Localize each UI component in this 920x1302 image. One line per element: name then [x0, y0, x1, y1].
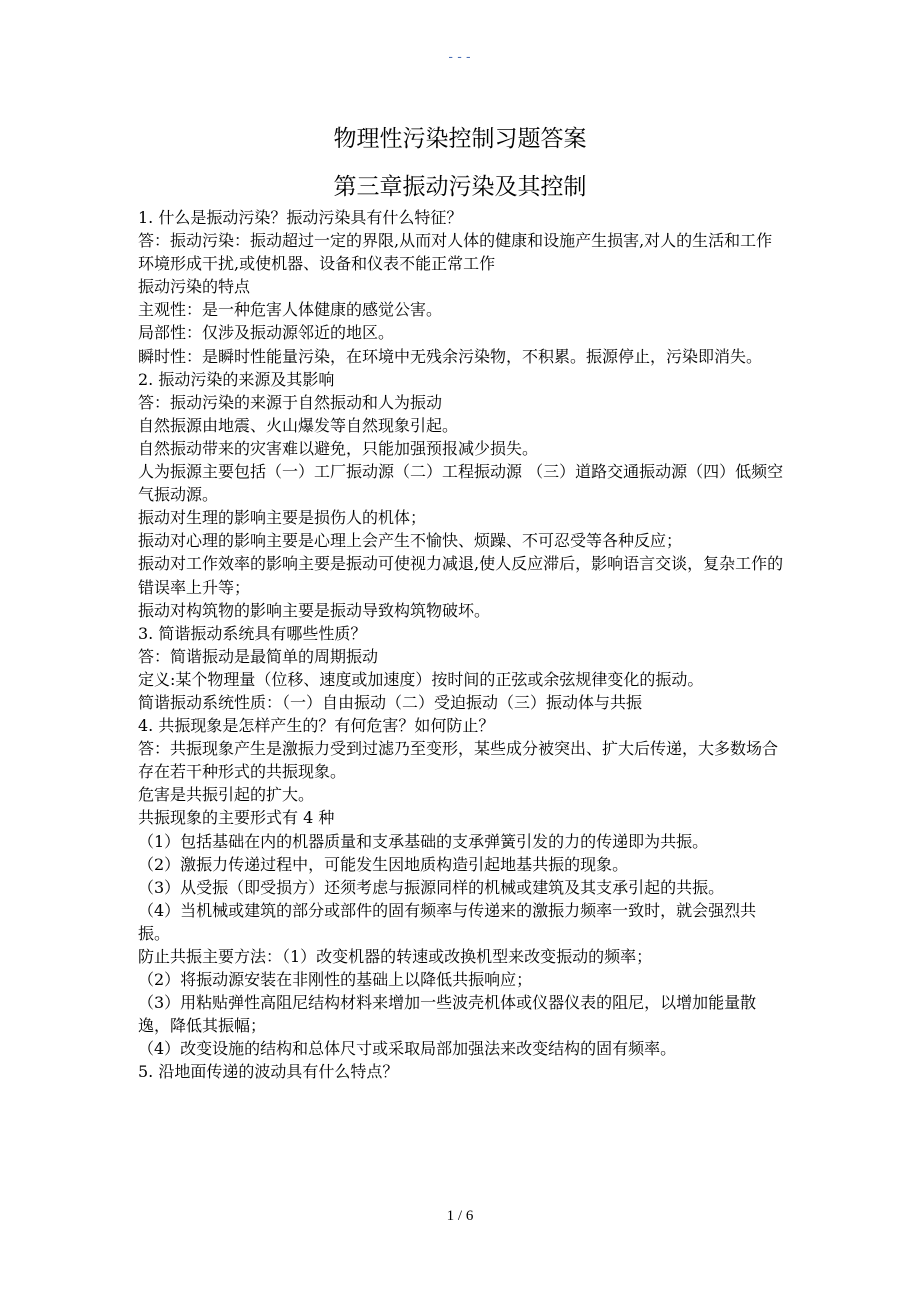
paragraph: 振动污染的特点: [138, 277, 251, 297]
paragraph: （4）改变设施的结构和总体尺寸或采取局部加强法来改变结构的固有频率。: [138, 1039, 677, 1059]
paragraph: 防止共振主要方法：（1）改变机器的转速或改换机型来改变振动的频率；: [138, 947, 653, 966]
paragraph: （2）将振动源安装在非刚性的基础上以降低共振响应；: [138, 970, 533, 990]
paragraph: 答：简谐振动是最简单的周期振动: [138, 646, 379, 666]
paragraph: 主观性：是一种危害人体健康的感觉公害。: [138, 300, 443, 320]
paragraph: 定义:某个物理量（位移、速度或加速度）按时间的正弦或余弦规律变化的振动。: [138, 669, 704, 689]
paragraph: 局部性：仅涉及振动源邻近的地区。: [138, 323, 395, 343]
document-body: [138, 206, 786, 1084]
paragraph: （3）从受振（即受损方）还须考虑与振源同样的机械或建筑及其支承引起的共振。: [138, 877, 725, 897]
paragraph: 答：共振现象产生是激振力受到过滤乃至变形，某些成分被突出、扩大后传递，大多数场合存在若干种形式的共振现象。: [138, 739, 779, 782]
paragraph: 自然振动带来的灾害难以避免，只能加强预报减少损失。: [138, 438, 539, 458]
paragraph: （3）用粘贴弹性高阻尼结构材料来增加一些波壳机体或仪器仪表的阻尼，以增加能量散逸，降低其振幅；: [138, 993, 757, 1036]
paragraph: 振动对工作效率的影响主要是振动可使视力减退,使人反应滞后，影响语言交谈，复杂工作的错误率上升等；: [138, 554, 784, 597]
paragraph: 振动对心理的影响主要是心理上会产生不愉快、烦躁、不可忍受等各种反应；: [138, 531, 683, 551]
paragraph: 振动对构筑物的影响主要是振动导致构筑物破坏。: [138, 600, 491, 620]
header-mark: ---: [446, 50, 474, 65]
page-number: 1 / 6: [446, 1208, 474, 1224]
chapter-title: 第三章振动污染及其控制: [333, 174, 587, 200]
paragraph: 共振现象的主要形式有 4 种: [138, 808, 335, 828]
paragraph: 振动对生理的影响主要是损伤人的机体；: [138, 508, 427, 528]
paragraph: 人为振源主要包括（一）工厂振动源（二）工程振动源 （三）道路交通振动源（四）低频空气振动源。: [138, 462, 784, 505]
paragraph: 2. 振动污染的来源及其影响: [138, 369, 335, 389]
paragraph: 自然振源由地震、火山爆发等自然现象引起。: [138, 415, 459, 435]
paragraph: 4. 共振现象是怎样产生的？有何危害？如何防止？: [138, 716, 495, 736]
paragraph: 简谐振动系统性质：（一）自由振动（二）受迫振动（三）振动体与共振: [138, 692, 643, 712]
paragraph: （4）当机械或建筑的部分或部件的固有频率与传递来的激振力频率一致时，就会强烈共振。: [138, 900, 757, 943]
paragraph: （1）包括基础在内的机器质量和支承基础的支承弹簧引发的力的传递即为共振。: [138, 831, 709, 851]
paragraph: （2）激振力传递过程中，可能发生因地质构造引起地基共振的现象。: [138, 854, 629, 874]
paragraph: 答：振动污染的来源于自然振动和人为振动: [138, 392, 443, 412]
paragraph: 3. 简谐振动系统具有哪些性质？: [138, 623, 367, 643]
paragraph: 瞬时性：是瞬时性能量污染，在环境中无残余污染物，不积累。振源停止，污染即消失。: [138, 346, 763, 366]
paragraph: 1. 什么是振动污染？振动污染具有什么特征？: [138, 208, 463, 227]
document-title: 物理性污染控制习题答案: [333, 126, 587, 152]
paragraph: 危害是共振引起的扩大。: [138, 785, 315, 805]
paragraph: 答：振动污染：振动超过一定的界限,从而对人体的健康和设施产生损害,对人的生活和工作环境形成干扰,或使机器、设备和仪表不能正常工作: [138, 231, 773, 274]
paragraph: 5. 沿地面传递的波动具有什么特点？: [138, 1062, 399, 1082]
